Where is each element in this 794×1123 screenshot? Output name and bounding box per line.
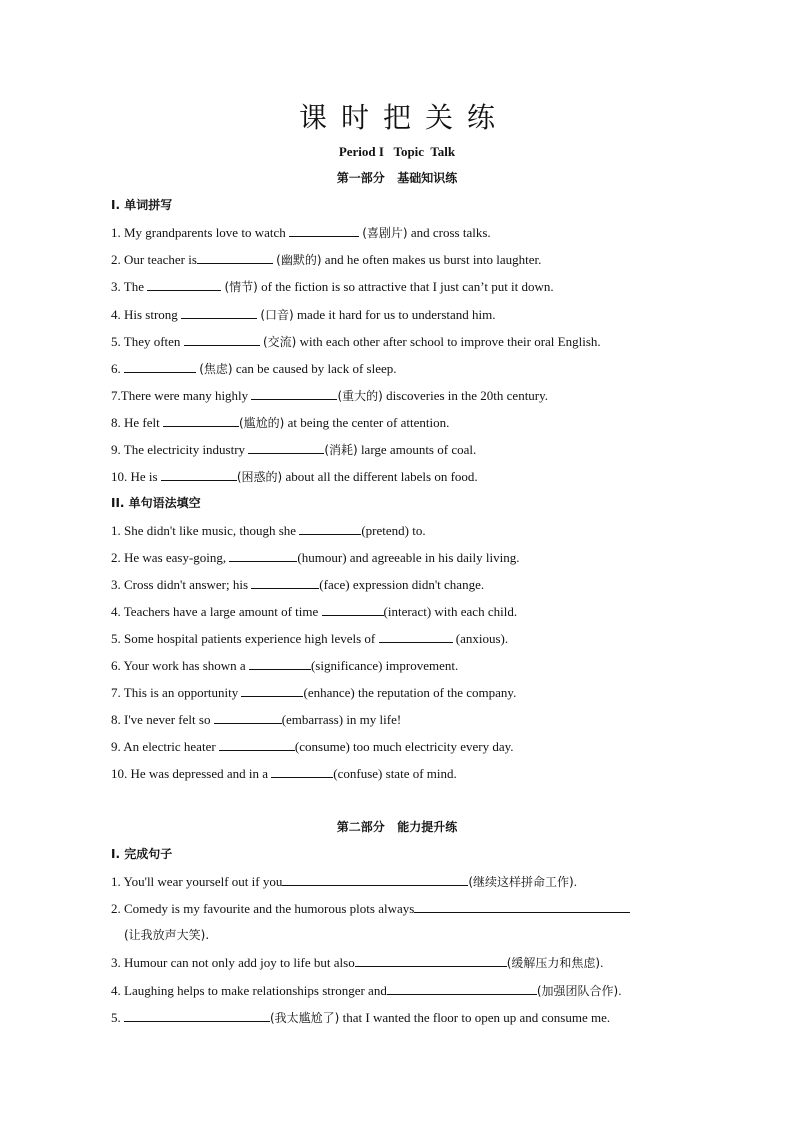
list-item: 9. The electricity industry (消耗) large amounts of coal. bbox=[111, 442, 477, 457]
answer-blank[interactable] bbox=[214, 710, 282, 724]
answer-blank[interactable] bbox=[124, 1008, 270, 1022]
answer-blank[interactable] bbox=[387, 981, 537, 995]
list-item: 2. Comedy is my favourite and the humorous plots always bbox=[111, 899, 691, 918]
list-item: 1. She didn't like music, though she (pretend) to. bbox=[111, 523, 426, 538]
answer-blank[interactable] bbox=[299, 521, 361, 535]
answer-blank[interactable] bbox=[322, 602, 384, 616]
answer-blank[interactable] bbox=[271, 764, 333, 778]
part1-title: 第一部分 基础知识练 bbox=[336, 171, 458, 185]
list-item: 6. (焦虑) can be caused by lack of sleep. bbox=[111, 361, 397, 376]
list-item: 3. Cross didn't answer; his (face) expression didn't change. bbox=[111, 577, 485, 592]
answer-blank[interactable] bbox=[184, 332, 260, 346]
list-item: 5. (我太尴尬了) that I wanted the floor to open up and consume me. bbox=[111, 1010, 611, 1025]
answer-blank[interactable] bbox=[147, 277, 221, 291]
page-subtitle: Period I Topic Talk bbox=[338, 144, 456, 159]
answer-blank[interactable] bbox=[251, 575, 319, 589]
list-item: 7. This is an opportunity (enhance) the reputation of the company. bbox=[111, 685, 517, 700]
section-heading-grammar: II. 单句语法填空 bbox=[111, 496, 201, 510]
answer-blank[interactable] bbox=[219, 737, 295, 751]
list-item: 8. He felt (尴尬的) at being the center of attention. bbox=[111, 415, 450, 430]
answer-blank[interactable] bbox=[181, 305, 257, 319]
list-item: 3. The (情节) of the fiction is so attractive that I just can’t put it down. bbox=[111, 279, 554, 294]
answer-blank[interactable] bbox=[289, 223, 359, 237]
answer-blank[interactable] bbox=[414, 899, 630, 913]
list-item: 3. Humour can not only add joy to life but also (缓解压力和焦虑). bbox=[111, 955, 604, 970]
list-item: 1. You'll wear yourself out if you (继续这样拼命工作). bbox=[111, 874, 577, 889]
list-item: 9. An electric heater (consume) too much electricity every day. bbox=[111, 739, 514, 754]
part2-title: 第二部分 能力提升练 bbox=[336, 820, 458, 834]
answer-blank[interactable] bbox=[197, 250, 273, 264]
answer-blank[interactable] bbox=[251, 386, 337, 400]
section-heading-complete-sentences: I. 完成句子 bbox=[111, 847, 173, 861]
answer-blank[interactable] bbox=[379, 629, 453, 643]
list-item: 5. They often (交流) with each other after school to improve their oral English. bbox=[111, 334, 601, 349]
answer-blank[interactable] bbox=[163, 413, 239, 427]
list-item: 6. Your work has shown a (significance) improvement. bbox=[111, 658, 459, 673]
list-item: 2. He was easy-going, (humour) and agreeable in his daily living. bbox=[111, 550, 520, 565]
answer-blank[interactable] bbox=[241, 683, 303, 697]
page-title: 课时把关练 bbox=[298, 101, 509, 134]
list-item: 7.There were many highly (重大的) discoveries in the 20th century. bbox=[111, 388, 549, 403]
list-item: 4. Laughing helps to make relationships stronger and (加强团队合作). bbox=[111, 983, 622, 998]
list-item: 5. Some hospital patients experience high levels of (anxious). bbox=[111, 631, 509, 646]
answer-blank[interactable] bbox=[124, 359, 196, 373]
answer-blank[interactable] bbox=[229, 548, 297, 562]
list-item: 4. Teachers have a large amount of time (interact) with each child. bbox=[111, 604, 518, 619]
list-item: 10. He was depressed and in a (confuse) state of mind. bbox=[111, 766, 457, 781]
answer-blank[interactable] bbox=[248, 440, 324, 454]
section-heading-spelling: I. 单词拼写 bbox=[111, 198, 173, 212]
list-item: 2. Our teacher is (幽默的) and he often makes us burst into laughter. bbox=[111, 252, 542, 267]
answer-blank[interactable] bbox=[249, 656, 311, 670]
list-item-continuation: (让我放声大笑). bbox=[124, 928, 210, 942]
list-item: 8. I've never felt so (embarrass) in my life! bbox=[111, 712, 402, 727]
answer-blank[interactable] bbox=[355, 953, 507, 967]
list-item: 1. My grandparents love to watch (喜剧片) and cross talks. bbox=[111, 225, 491, 240]
list-item: 10. He is (困惑的) about all the different labels on food. bbox=[111, 469, 478, 484]
answer-blank[interactable] bbox=[282, 872, 468, 886]
list-item: 4. His strong (口音) made it hard for us to understand him. bbox=[111, 307, 496, 322]
answer-blank[interactable] bbox=[161, 467, 237, 481]
